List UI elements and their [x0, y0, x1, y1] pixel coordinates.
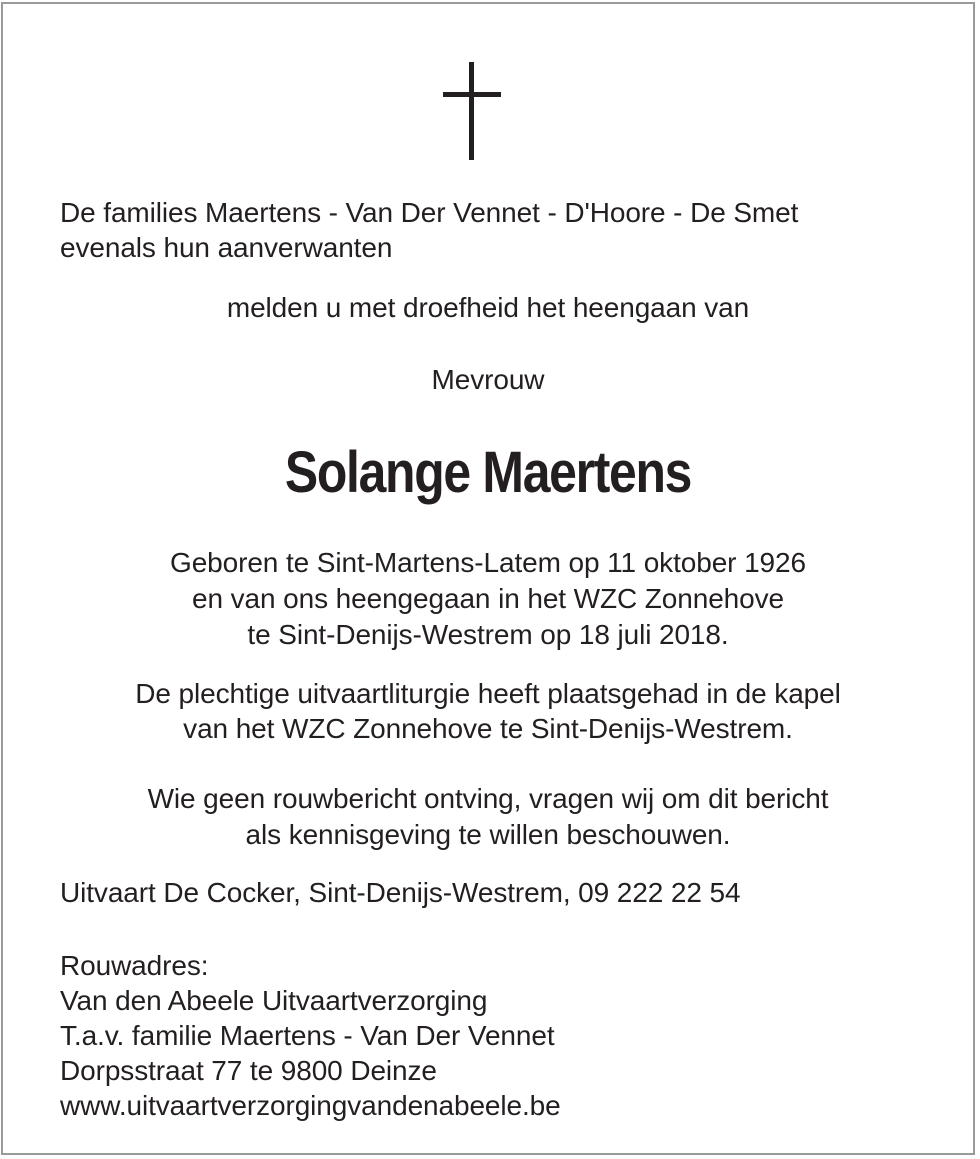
address-line-3: Dorpsstraat 77 te 9800 Deinze: [60, 1055, 437, 1086]
notice-line-2: als kennisgeving te willen beschouwen.: [245, 819, 731, 850]
deceased-name: Solange Maertens: [284, 440, 692, 505]
death-line-1: en van ons heengegaan in het WZC Zonnehove: [192, 583, 784, 614]
address-label: Rouwadres:: [60, 950, 209, 981]
cross-icon: [443, 62, 501, 160]
death-line-2: te Sint-Denijs-Westrem op 18 juli 2018.: [247, 619, 729, 650]
title-text: Mevrouw: [431, 364, 545, 395]
funeral-home: Uitvaart De Cocker, Sint-Denijs-Westrem, 09 222 22 54: [60, 877, 741, 908]
address-line-2: T.a.v. familie Maertens - Van Der Vennet: [60, 1020, 555, 1051]
notice-line-1: Wie geen rouwbericht ontving, vragen wij om dit bericht: [147, 783, 829, 814]
website-link[interactable]: www.uitvaartverzorgingvandenabeele.be: [60, 1090, 561, 1121]
birth-line: Geboren te Sint-Martens-Latem op 11 oktober 1926: [170, 547, 806, 578]
ceremony-line-2: van het WZC Zonnehove te Sint-Denijs-Westrem.: [183, 713, 793, 744]
families-line-1: De families Maertens - Van Der Vennet - D'Hoore - De Smet: [60, 197, 799, 228]
address-line-1: Van den Abeele Uitvaartverzorging: [60, 985, 488, 1016]
families-line-2: evenals hun aanverwanten: [60, 232, 393, 263]
ceremony-line-1: De plechtige uitvaartliturgie heeft plaatsgehad in de kapel: [135, 678, 841, 709]
announcement-text: melden u met droefheid het heengaan van: [226, 292, 750, 323]
